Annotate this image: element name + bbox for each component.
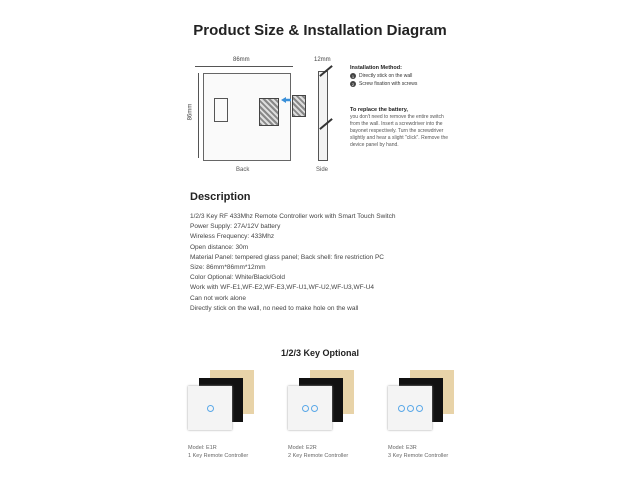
step-number-icon: 1	[351, 73, 355, 79]
description-line: Wireless Frequency: 433Mhz	[190, 233, 275, 241]
depth-dimension-label: 12mm	[314, 57, 331, 63]
product-desc: 2 Key Remote Controller	[288, 453, 349, 459]
install-step-text: Screw fixation with screws	[359, 81, 418, 87]
install-step	[350, 73, 450, 79]
battery-heading: To replace the battery,	[350, 107, 408, 113]
product-e1r	[188, 370, 278, 470]
back-view-diagram	[187, 55, 305, 180]
description-list	[190, 212, 395, 314]
touch-key-icon	[207, 405, 214, 412]
side-view-diagram	[310, 55, 340, 180]
options-heading: 1/2/3 Key Optional	[280, 348, 360, 358]
touch-key-icon	[416, 405, 423, 412]
touch-key-icon	[407, 405, 414, 412]
white-panel	[288, 386, 332, 430]
description-line: Open distance: 30m	[190, 243, 249, 251]
description-line: Size: 86mm*86mm*12mm	[190, 264, 266, 272]
height-dimension-line	[198, 73, 199, 158]
product-desc: 3 Key Remote Controller	[388, 453, 449, 459]
touch-key-icon	[398, 405, 405, 412]
product-e2r	[288, 370, 378, 470]
adhesive-pad	[259, 98, 279, 126]
touch-key-icon	[302, 405, 309, 412]
product-model: Model: E2R	[288, 445, 317, 451]
step-number-icon: 2	[351, 81, 355, 87]
install-step	[350, 81, 450, 87]
product-caption	[288, 444, 348, 460]
back-label: Back	[236, 167, 250, 173]
description-line: 1/2/3 Key RF 433Mhz Remote Controller work with Smart Touch Switch	[190, 213, 396, 220]
width-dimension-label: 86mm	[233, 57, 250, 63]
page-title: Product Size & Installation Diagram	[193, 22, 447, 39]
product-caption	[188, 444, 248, 460]
battery-slot	[214, 98, 228, 122]
install-step-text: Directly stick on the wall	[359, 73, 413, 79]
description-line: Work with WF-E1,WF-E2,WF-E3,WF-U1,WF-U2,WF-U3,WF-U4	[190, 284, 375, 292]
product-e3r	[388, 370, 478, 470]
white-panel	[388, 386, 432, 430]
touch-key-icon	[311, 405, 318, 412]
width-dimension-line	[195, 66, 293, 67]
side-label: Side	[316, 167, 329, 173]
description-line: Material Panel: tempered glass panel; Back shell: fire restriction PC	[190, 253, 385, 261]
description-line: Can not work alone	[190, 294, 247, 302]
adhesive-pad-detached	[292, 95, 306, 117]
description-line: Power Supply: 27A/12V battery	[190, 223, 281, 231]
installation-instructions	[340, 65, 450, 149]
description-heading: Description	[190, 191, 251, 203]
product-model: Model: E3R	[388, 445, 417, 451]
install-heading: Installation Method:	[350, 65, 402, 71]
product-model: Model: E1R	[188, 445, 217, 451]
white-panel	[188, 386, 232, 430]
battery-note: you don't need to remove the entire switch from the wall. Insert a screwdriver into the bayonet respectively. Turn the screwdriver slightly and hear a slight "click". Remove the device panel by hand.	[350, 114, 449, 148]
product-desc: 1 Key Remote Controller	[188, 453, 249, 459]
description-line: Color Optional: White/Black/Gold	[190, 274, 286, 282]
product-caption	[388, 444, 448, 460]
height-dimension-label: 86mm	[187, 103, 194, 121]
side-profile	[318, 71, 328, 161]
back-plate	[203, 73, 291, 161]
description-line: Directly stick on the wall, no need to make hole on the wall	[190, 304, 359, 312]
